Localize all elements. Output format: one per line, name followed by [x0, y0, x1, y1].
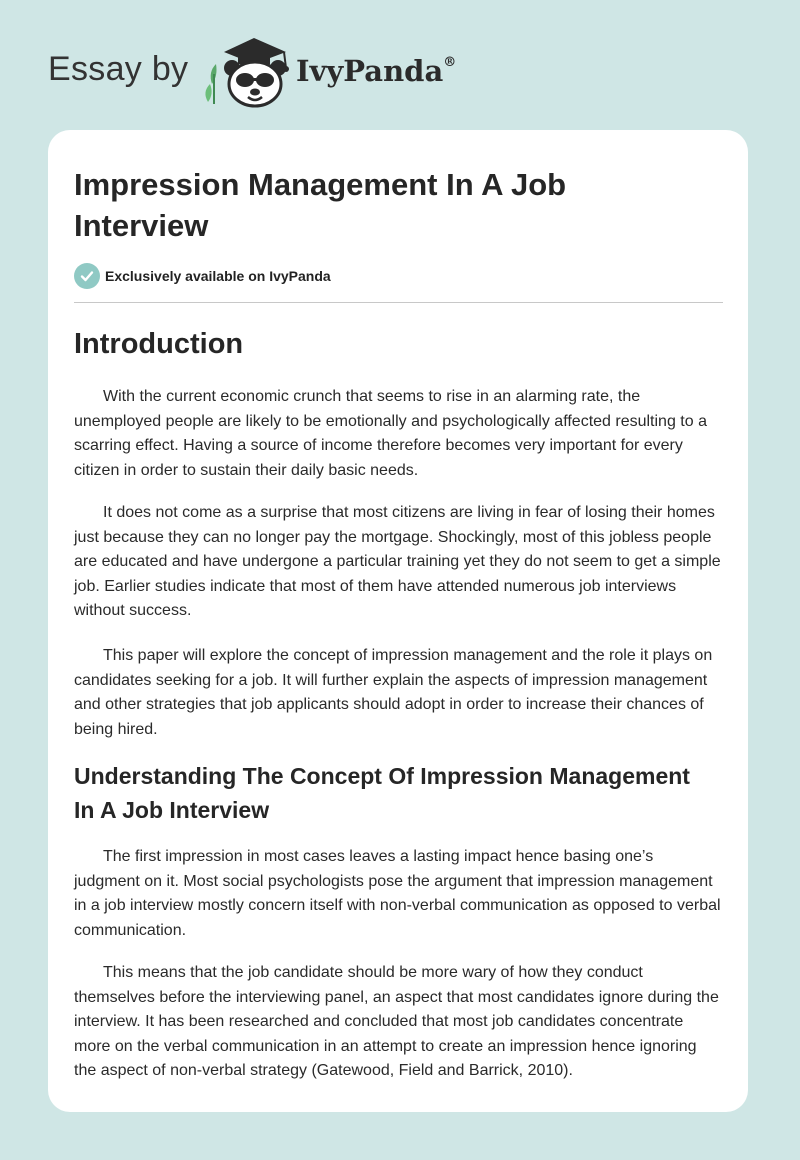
- site-header: [48, 34, 548, 114]
- paragraph: With the current economic crunch that seems to rise in an alarming rate, the unemployed people are likely to be emotionally and psychologically affected resulting to a scarring effect. Having a source of income therefore becomes very important for every citizen in order to sustain their daily basic needs.: [74, 388, 707, 479]
- badge-label: Exclusively available on IvyPanda: [105, 268, 331, 284]
- divider: [74, 302, 723, 303]
- essay-by-label: Essay by: [48, 50, 189, 88]
- essay-card: [48, 130, 748, 1112]
- paragraph: This means that the job candidate should be more wary of how they conduct themselves before the interviewing panel, an aspect that most candidates ignore during the interview. It has been researched and concluded that most job candidates concentrate more on the verbal communication in an attempt to create an impression hence ignoring the aspect of non-verbal strategy (Gatewood, Field and Barrick, 2010).: [74, 964, 719, 1079]
- brand-name[interactable]: IvyPanda®: [296, 54, 457, 88]
- paragraph: It does not come as a surprise that most citizens are living in fear of losing their homes just because they can no longer pay the mortgage. Shockingly, most of this jobless people are educated and have undergone a particular training yet they do not seem to get a simple job. Earlier studies indicate that most of them have attended numerous job interviews without success.: [74, 504, 721, 619]
- section-heading: Understanding The Concept Of Impression Management In A Job Interview: [74, 763, 690, 823]
- paragraph: The first impression in most cases leaves a lasting impact hence basing one’s judgment on it. Most social psychologists pose the argument that impression management in a job interview mostly concern itself with non-verbal communication as opposed to verbal communication.: [74, 848, 721, 939]
- page-title: Impression Management In A Job Interview: [74, 167, 567, 243]
- exclusive-badge: [74, 263, 331, 289]
- check-icon: [74, 263, 100, 289]
- section-heading: Introduction: [74, 328, 244, 360]
- ivypanda-logo-icon[interactable]: [198, 34, 298, 108]
- registered-mark: ®: [443, 55, 457, 71]
- paragraph: This paper will explore the concept of impression management and the role it plays on candidates seeking for a job. It will further explain the aspects of impression management and other strategies that job applicants should adopt in order to increase their chances of being hired.: [74, 647, 713, 738]
